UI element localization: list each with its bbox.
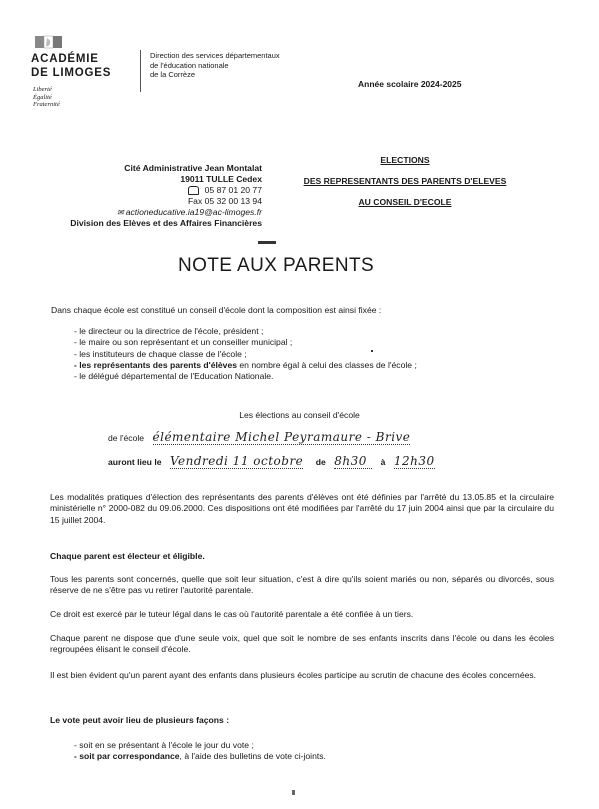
elections-intro: Les élections au conseil d'école bbox=[239, 410, 360, 420]
school-label: de l'école bbox=[108, 433, 145, 443]
address-phone-row bbox=[0, 185, 262, 196]
to-time-handwritten: 12h30 bbox=[393, 454, 435, 468]
marianne-logo-icon bbox=[35, 34, 63, 50]
from-label: de bbox=[315, 457, 326, 467]
to-label: à bbox=[380, 457, 386, 467]
date-label: auront lieu le bbox=[108, 457, 162, 467]
date-handwritten: Vendredi 11 octobre bbox=[169, 454, 304, 468]
composition-list bbox=[74, 326, 417, 382]
list-item: - le délégué départemental de l'Education Nationale. bbox=[74, 371, 274, 382]
direction-line1: Direction des services départementaux bbox=[150, 51, 280, 60]
list-item bbox=[74, 751, 326, 762]
page-title: NOTE AUX PARENTS bbox=[178, 255, 375, 276]
school-name-handwritten: élémentaire Michel Peyramaure - Brive bbox=[152, 430, 411, 444]
elections-heading bbox=[294, 150, 516, 213]
address-email-row bbox=[0, 207, 262, 218]
devise bbox=[33, 86, 60, 109]
separator-dash bbox=[258, 241, 276, 244]
date-row bbox=[108, 452, 435, 470]
address-block bbox=[0, 163, 262, 229]
address-fax: Fax 05 32 00 13 94 bbox=[187, 196, 262, 206]
phone-icon bbox=[188, 186, 199, 195]
paragraph-concerned: Tous les parents sont concernés, quelle que soit leur situation, c'est à dire qu'ils soient mariés ou non, séparés ou divorcés, sous réserve de ne s'être pas vu retirer l'autorité parentale. bbox=[50, 574, 554, 596]
address-building: Cité Administrative Jean Montalat bbox=[124, 163, 262, 173]
vote-2-bold: par correspondance bbox=[96, 751, 180, 762]
list-item: - le maire ou son représentant et un conseiller municipal ; bbox=[74, 337, 293, 348]
address-division: Division des Elèves et des Affaires Financières bbox=[70, 218, 262, 228]
stray-mark bbox=[292, 790, 295, 795]
school-row bbox=[108, 428, 410, 446]
list-item: - les instituteurs de chaque classe de l'école ; bbox=[74, 348, 247, 359]
elections-heading-line2: DES REPRESENTANTS DES PARENTS D'ELEVES bbox=[303, 176, 507, 186]
vote-methods-list bbox=[74, 740, 326, 763]
vote-2-prefix: - soit bbox=[74, 751, 97, 762]
list-item-bold: - les représentants des parents d'élèves bbox=[74, 359, 238, 370]
school-year: Année scolaire 2024-2025 bbox=[358, 79, 462, 89]
devise-liberte: Liberté bbox=[33, 86, 52, 93]
vote-2-rest: , à l'aide des bulletins de vote ci-joints. bbox=[179, 751, 326, 762]
direction-line2: de l'éducation nationale bbox=[150, 60, 229, 70]
header-divider bbox=[140, 50, 141, 92]
list-item: - soit en se présentant à l'école le jour du vote ; bbox=[74, 740, 254, 750]
envelope-icon: ✉ bbox=[117, 208, 124, 217]
electeur-heading: Chaque parent est électeur et éligible. bbox=[50, 551, 205, 561]
list-item: - le directeur ou la directrice de l'école, président ; bbox=[74, 326, 264, 336]
address-city: 19011 TULLE Cedex bbox=[180, 174, 262, 184]
institution-name bbox=[31, 52, 111, 80]
vote-heading: Le vote peut avoir lieu de plusieurs façons : bbox=[50, 715, 230, 725]
direction-block bbox=[150, 51, 280, 80]
list-item-rest: en nombre égal à celui des classes de l'école ; bbox=[237, 359, 417, 370]
institution-line2: DE LIMOGES bbox=[31, 67, 112, 79]
paragraph-tutor: Ce droit est exercé par le tuteur légal dans le cas où l'autorité parentale a été confiée à un tiers. bbox=[50, 609, 414, 619]
devise-fraternite: Fraternité bbox=[33, 101, 60, 108]
direction-line3: de la Corrèze bbox=[150, 70, 196, 79]
intro-text: Dans chaque école est constitué un conseil d'école dont la composition est ainsi fixée : bbox=[51, 305, 382, 315]
paragraph-multiple-schools: Il est bien évident qu'un parent ayant des enfants dans plusieurs écoles participe au scrutin de chacune des écoles concernées. bbox=[50, 670, 537, 680]
elections-heading-line1: ELECTIONS bbox=[380, 155, 430, 165]
devise-egalite: Égalité bbox=[33, 93, 52, 101]
list-item bbox=[74, 360, 417, 371]
institution-line1: ACADÉMIE bbox=[31, 53, 99, 65]
address-email[interactable]: actioneducative.ia19@ac-limoges.fr bbox=[125, 207, 262, 217]
elections-heading-line3: AU CONSEIL D'ECOLE bbox=[358, 197, 452, 207]
address-phone: 05 87 01 20 77 bbox=[204, 185, 262, 195]
from-time-handwritten: 8h30 bbox=[334, 454, 372, 469]
paragraph-one-vote: Chaque parent ne dispose que d'une seule voix, quel que soit le nombre de ses enfants inscrits dans l'école ou dans les écoles regroupées élisant le conseil d'école. bbox=[50, 633, 554, 655]
stray-mark bbox=[371, 350, 373, 352]
modalites-paragraph: Les modalités pratiques d'élection des représentants des parents d'élèves ont été définies par l'arrêté du 13.05.85 et la circulaire ministérielle n° 2000-082 du 09.06.2000. Ces dispositions ont été modifiées par l'arrêté du 17 juin 2004 ainsi que par la circulaire du 15 juillet 2004. bbox=[50, 492, 554, 525]
